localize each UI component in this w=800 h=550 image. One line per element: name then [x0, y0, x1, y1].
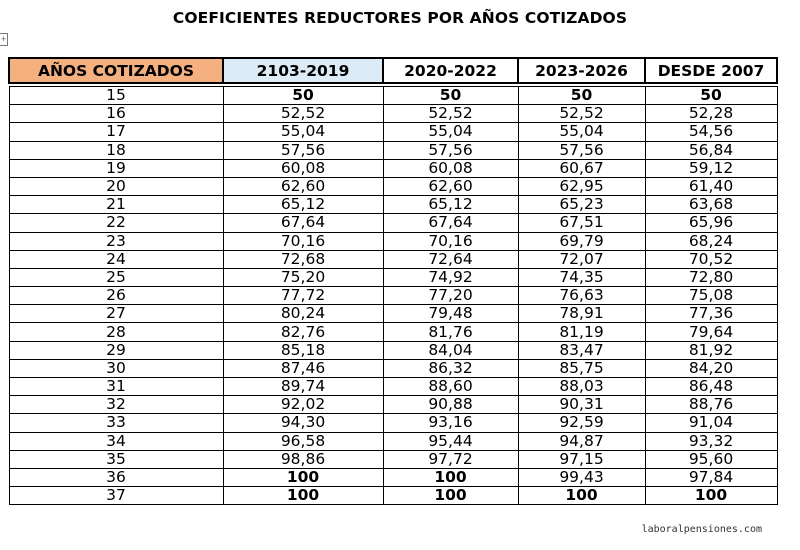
- cell-desde-2007: 88,76: [645, 396, 777, 414]
- cell-p2103-2019: 80,24: [223, 305, 383, 323]
- cell-anos: 24: [9, 250, 223, 268]
- cell-p2020-2022: 60,08: [383, 159, 518, 177]
- table-row: [9, 468, 777, 486]
- cell-anos: 34: [9, 432, 223, 450]
- table-row: [9, 378, 777, 396]
- cell-p2023-2026: 100: [518, 487, 645, 505]
- cell-desde-2007: 100: [645, 487, 777, 505]
- cell-desde-2007: 68,24: [645, 232, 777, 250]
- table-row: [9, 323, 777, 341]
- cell-p2020-2022: 100: [383, 487, 518, 505]
- cell-desde-2007: 95,60: [645, 450, 777, 468]
- cell-p2020-2022: 55,04: [383, 123, 518, 141]
- cell-p2023-2026: 88,03: [518, 378, 645, 396]
- cell-p2023-2026: 81,19: [518, 323, 645, 341]
- table-row: [9, 123, 777, 141]
- cell-desde-2007: 81,92: [645, 341, 777, 359]
- cell-p2103-2019: 62,60: [223, 177, 383, 195]
- cell-p2103-2019: 60,08: [223, 159, 383, 177]
- cell-p2103-2019: 96,58: [223, 432, 383, 450]
- cell-p2103-2019: 89,74: [223, 378, 383, 396]
- table-row: [9, 341, 777, 359]
- table-row: [9, 159, 777, 177]
- cell-desde-2007: 84,20: [645, 359, 777, 377]
- cell-anos: 27: [9, 305, 223, 323]
- cell-p2103-2019: 77,72: [223, 287, 383, 305]
- cell-p2103-2019: 52,52: [223, 105, 383, 123]
- cell-p2020-2022: 95,44: [383, 432, 518, 450]
- cell-p2103-2019: 70,16: [223, 232, 383, 250]
- cell-anos: 16: [9, 105, 223, 123]
- cell-desde-2007: 63,68: [645, 196, 777, 214]
- cell-p2020-2022: 67,64: [383, 214, 518, 232]
- cell-anos: 33: [9, 414, 223, 432]
- table-row: [9, 177, 777, 195]
- cell-p2103-2019: 55,04: [223, 123, 383, 141]
- cell-anos: 30: [9, 359, 223, 377]
- cell-p2023-2026: 90,31: [518, 396, 645, 414]
- cell-p2020-2022: 97,72: [383, 450, 518, 468]
- cell-p2023-2026: 60,67: [518, 159, 645, 177]
- cell-p2020-2022: 86,32: [383, 359, 518, 377]
- table-row: [9, 232, 777, 250]
- cell-p2020-2022: 74,92: [383, 268, 518, 286]
- cell-anos: 15: [9, 87, 223, 105]
- header-2023-2026: 2023-2026: [518, 58, 645, 83]
- cell-anos: 37: [9, 487, 223, 505]
- cell-p2103-2019: 87,46: [223, 359, 383, 377]
- cell-desde-2007: 70,52: [645, 250, 777, 268]
- cell-anos: 20: [9, 177, 223, 195]
- table-row: [9, 141, 777, 159]
- cell-p2020-2022: 70,16: [383, 232, 518, 250]
- cell-p2023-2026: 57,56: [518, 141, 645, 159]
- cell-desde-2007: 77,36: [645, 305, 777, 323]
- page-title: COEFICIENTES REDUCTORES POR AÑOS COTIZADOS: [172, 9, 628, 27]
- cell-p2023-2026: 78,91: [518, 305, 645, 323]
- cell-p2023-2026: 55,04: [518, 123, 645, 141]
- cell-desde-2007: 52,28: [645, 105, 777, 123]
- cell-p2020-2022: 50: [383, 87, 518, 105]
- table-body: [9, 83, 777, 505]
- cell-p2023-2026: 76,63: [518, 287, 645, 305]
- cell-p2023-2026: 74,35: [518, 268, 645, 286]
- header-2103-2019: 2103-2019: [223, 58, 383, 83]
- watermark-text: laboralpensiones.com: [641, 524, 762, 535]
- cell-desde-2007: 56,84: [645, 141, 777, 159]
- table-header-row: [9, 58, 777, 83]
- cell-anos: 31: [9, 378, 223, 396]
- cell-p2020-2022: 93,16: [383, 414, 518, 432]
- cell-anos: 29: [9, 341, 223, 359]
- cell-p2020-2022: 90,88: [383, 396, 518, 414]
- cell-anos: 21: [9, 196, 223, 214]
- cell-p2020-2022: 52,52: [383, 105, 518, 123]
- cell-p2020-2022: 65,12: [383, 196, 518, 214]
- table-row: [9, 87, 777, 105]
- cell-p2020-2022: 88,60: [383, 378, 518, 396]
- table-row: [9, 105, 777, 123]
- cell-p2023-2026: 67,51: [518, 214, 645, 232]
- table-row: [9, 287, 777, 305]
- cell-desde-2007: 91,04: [645, 414, 777, 432]
- cell-p2023-2026: 99,43: [518, 468, 645, 486]
- coefficients-table: [8, 57, 778, 505]
- cell-desde-2007: 50: [645, 87, 777, 105]
- cell-p2023-2026: 62,95: [518, 177, 645, 195]
- cell-desde-2007: 72,80: [645, 268, 777, 286]
- cell-anos: 35: [9, 450, 223, 468]
- cell-p2020-2022: 72,64: [383, 250, 518, 268]
- cell-p2103-2019: 57,56: [223, 141, 383, 159]
- cell-anos: 36: [9, 468, 223, 486]
- cell-p2023-2026: 72,07: [518, 250, 645, 268]
- cell-desde-2007: 97,84: [645, 468, 777, 486]
- cell-p2023-2026: 83,47: [518, 341, 645, 359]
- cell-p2020-2022: 84,04: [383, 341, 518, 359]
- cell-anos: 32: [9, 396, 223, 414]
- cell-anos: 18: [9, 141, 223, 159]
- header-2020-2022: 2020-2022: [383, 58, 518, 83]
- table-row: [9, 414, 777, 432]
- cell-desde-2007: 54,56: [645, 123, 777, 141]
- cell-p2023-2026: 52,52: [518, 105, 645, 123]
- cell-p2103-2019: 75,20: [223, 268, 383, 286]
- cell-p2023-2026: 50: [518, 87, 645, 105]
- cell-anos: 25: [9, 268, 223, 286]
- cell-p2103-2019: 100: [223, 487, 383, 505]
- cell-p2023-2026: 69,79: [518, 232, 645, 250]
- table-row: [9, 268, 777, 286]
- cell-p2020-2022: 62,60: [383, 177, 518, 195]
- header-anos-cotizados: AÑOS COTIZADOS: [9, 58, 223, 83]
- cell-p2023-2026: 85,75: [518, 359, 645, 377]
- cell-p2103-2019: 98,86: [223, 450, 383, 468]
- cell-p2103-2019: 92,02: [223, 396, 383, 414]
- cell-p2103-2019: 100: [223, 468, 383, 486]
- table-row: [9, 196, 777, 214]
- cell-anos: 23: [9, 232, 223, 250]
- cell-p2103-2019: 85,18: [223, 341, 383, 359]
- cell-anos: 19: [9, 159, 223, 177]
- cell-p2103-2019: 50: [223, 87, 383, 105]
- cell-p2020-2022: 57,56: [383, 141, 518, 159]
- table-row: [9, 450, 777, 468]
- header-desde-2007: DESDE 2007: [645, 58, 777, 83]
- cell-p2020-2022: 77,20: [383, 287, 518, 305]
- cell-p2023-2026: 97,15: [518, 450, 645, 468]
- cell-p2023-2026: 94,87: [518, 432, 645, 450]
- table-row: [9, 396, 777, 414]
- table-row: [9, 305, 777, 323]
- cell-desde-2007: 61,40: [645, 177, 777, 195]
- cell-desde-2007: 86,48: [645, 378, 777, 396]
- cell-p2103-2019: 72,68: [223, 250, 383, 268]
- cell-p2103-2019: 67,64: [223, 214, 383, 232]
- table-anchor-icon[interactable]: +: [0, 33, 8, 46]
- cell-p2020-2022: 100: [383, 468, 518, 486]
- table-row: [9, 432, 777, 450]
- cell-p2023-2026: 92,59: [518, 414, 645, 432]
- cell-desde-2007: 75,08: [645, 287, 777, 305]
- cell-anos: 26: [9, 287, 223, 305]
- cell-anos: 28: [9, 323, 223, 341]
- table-row: [9, 214, 777, 232]
- cell-p2023-2026: 65,23: [518, 196, 645, 214]
- cell-anos: 17: [9, 123, 223, 141]
- cell-desde-2007: 93,32: [645, 432, 777, 450]
- cell-p2103-2019: 65,12: [223, 196, 383, 214]
- cell-p2020-2022: 81,76: [383, 323, 518, 341]
- table-row: [9, 250, 777, 268]
- cell-p2103-2019: 94,30: [223, 414, 383, 432]
- cell-anos: 22: [9, 214, 223, 232]
- cell-desde-2007: 79,64: [645, 323, 777, 341]
- cell-desde-2007: 59,12: [645, 159, 777, 177]
- cell-desde-2007: 65,96: [645, 214, 777, 232]
- cell-p2020-2022: 79,48: [383, 305, 518, 323]
- table-row: [9, 359, 777, 377]
- cell-p2103-2019: 82,76: [223, 323, 383, 341]
- table-row: [9, 487, 777, 505]
